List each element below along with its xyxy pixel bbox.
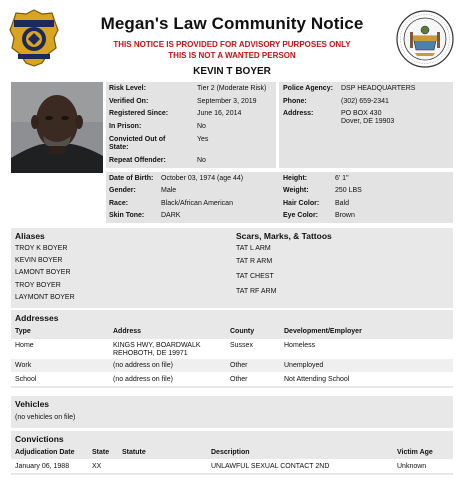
col-description: Description	[211, 449, 250, 456]
address-county: Sussex	[230, 342, 253, 349]
alias-item: TROY K BOYER	[15, 245, 68, 252]
addresses-title: Addresses	[15, 313, 59, 323]
address-line2: REHOBOTH, DE 19971	[113, 350, 188, 357]
address-line1: KINGS HWY, BOARDWALK	[113, 342, 201, 349]
dob-label: Date of Birth:	[109, 175, 154, 182]
conviction-description: UNLAWFUL SEXUAL CONTACT 2ND	[211, 463, 330, 470]
address-line1: (no address on file)	[113, 376, 173, 383]
scar-item: TAT RF ARM	[236, 288, 277, 295]
col-state: State	[92, 449, 110, 456]
conviction-state: XX	[92, 463, 102, 470]
conviction-date: January 06, 1988	[15, 463, 70, 470]
dob-value: October 03, 1974 (age 44)	[161, 175, 244, 182]
conviction-victim-age: Unknown	[397, 463, 427, 470]
scar-item: TAT L ARM	[236, 245, 271, 252]
repeat-offender-value: No	[197, 157, 206, 164]
verified-on-label: Verified On:	[109, 98, 149, 105]
risk-level-value: Tier 2 (Moderate Risk)	[197, 85, 267, 92]
col-type: Type	[15, 328, 31, 335]
eye-color-label: Eye Color:	[283, 212, 319, 219]
risk-level-label: Risk Level:	[109, 85, 146, 92]
convicted-out-of-state-label-2: State:	[109, 144, 129, 151]
vehicles-section	[11, 396, 453, 428]
physical-panel	[106, 172, 453, 223]
police-agency-value: DSP HEADQUARTERS	[341, 85, 416, 92]
address-employer: Homeless	[284, 342, 316, 349]
height-value: 6' 1"	[335, 175, 349, 182]
address-type: Work	[15, 362, 32, 369]
convicted-out-of-state-value: Yes	[197, 136, 209, 143]
skin-tone-label: Skin Tone:	[109, 212, 145, 219]
race-value: Black/African American	[161, 200, 233, 207]
in-prison-label: In Prison:	[109, 123, 142, 130]
agency-address-line2: Dover, DE 19903	[341, 118, 395, 125]
col-adjudication-date: Adjudication Date	[15, 449, 75, 456]
in-prison-value: No	[197, 123, 206, 130]
registered-since-label: Registered Since:	[109, 110, 169, 117]
aliases-scars-section	[11, 228, 453, 308]
offender-name: KEVIN T BOYER	[193, 66, 271, 77]
not-wanted-notice: THIS IS NOT A WANTED PERSON	[168, 51, 296, 60]
phone-label: Phone:	[283, 98, 307, 105]
gender-value: Male	[161, 187, 177, 194]
convictions-title: Convictions	[15, 434, 64, 444]
aliases-title: Aliases	[15, 231, 45, 241]
offender-photo	[11, 82, 103, 173]
alias-item: TROY BOYER	[15, 282, 61, 289]
repeat-offender-label: Repeat Offender:	[109, 157, 166, 164]
address-employer: Not Attending School	[284, 376, 350, 383]
eye-color-value: Brown	[335, 212, 355, 219]
alias-item: LAMONT BOYER	[15, 269, 71, 276]
scar-item: TAT R ARM	[236, 258, 273, 265]
address-county: Other	[230, 376, 248, 383]
col-county: County	[230, 328, 255, 335]
scar-item: TAT CHEST	[236, 273, 274, 280]
gender-label: Gender:	[109, 187, 136, 194]
agency-address-line1: PO BOX 430	[341, 110, 382, 117]
agency-address-label: Address:	[283, 110, 314, 117]
address-line1: (no address on file)	[113, 362, 173, 369]
hair-color-label: Hair Color:	[283, 200, 320, 207]
height-label: Height:	[283, 175, 308, 182]
scars-title: Scars, Marks, & Tattoos	[236, 231, 332, 241]
skin-tone-value: DARK	[161, 212, 181, 219]
address-county: Other	[230, 362, 248, 369]
alias-item: KEVIN BOYER	[15, 257, 63, 264]
alias-item: LAYMONT BOYER	[15, 294, 75, 301]
hair-color-value: Bald	[335, 200, 350, 207]
weight-value: 250 LBS	[335, 187, 362, 194]
convicted-out-of-state-label: Convicted Out of	[109, 136, 166, 143]
verified-on-value: September 3, 2019	[197, 98, 257, 105]
address-type: School	[15, 376, 37, 383]
advisory-notice: THIS NOTICE IS PROVIDED FOR ADVISORY PURPOSES ONLY	[113, 40, 351, 49]
vehicles-title: Vehicles	[15, 399, 50, 409]
col-employer: Development/Employer	[284, 328, 362, 335]
phone-value: (302) 659-2341	[341, 98, 389, 105]
address-employer: Unemployed	[284, 362, 324, 369]
registered-since-value: June 16, 2014	[197, 110, 242, 117]
address-type: Home	[15, 342, 34, 349]
race-label: Race:	[109, 200, 129, 207]
page-title: Megan's Law Community Notice	[100, 14, 364, 33]
vehicles-value: (no vehicles on file)	[15, 414, 76, 421]
col-address: Address	[113, 328, 142, 335]
weight-label: Weight:	[283, 187, 309, 194]
col-victim-age: Victim Age	[397, 449, 433, 456]
police-agency-label: Police Agency:	[283, 85, 333, 92]
col-statute: Statute	[122, 449, 146, 456]
